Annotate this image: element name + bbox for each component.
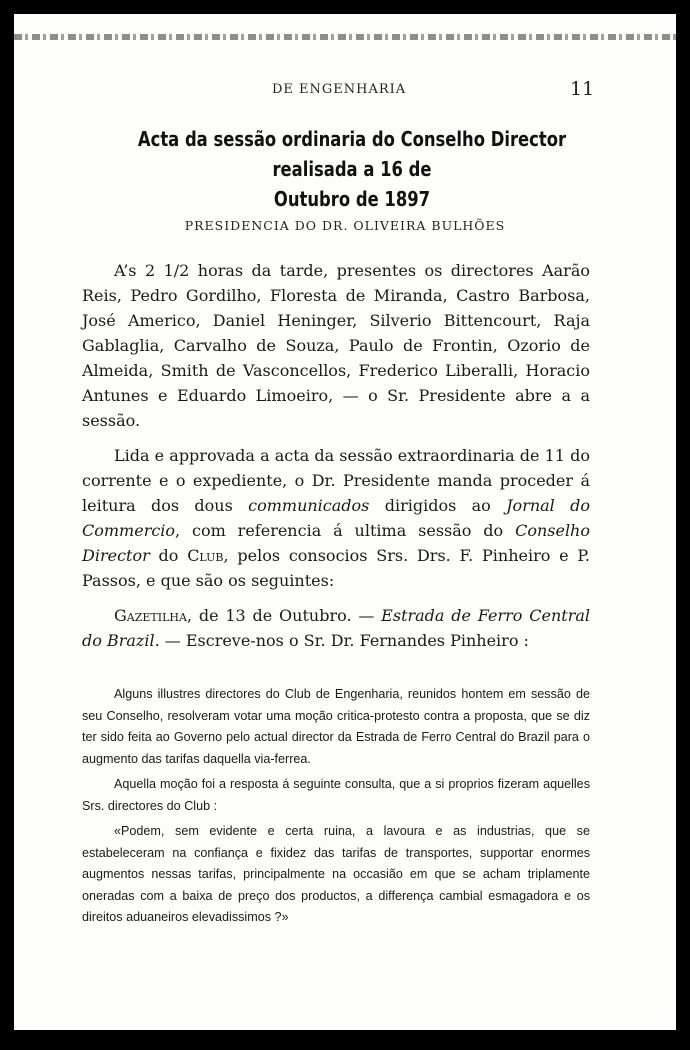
top-border-rule [14,34,676,40]
small-caps-run: Club [187,546,224,565]
text-run: . — Escreve-nos o Sr. Dr. Fernandes Pinheiro : [154,631,529,650]
text-run: dirigidos ao [369,496,507,515]
italic-run: communicados [248,496,370,515]
text-run: do [149,546,188,565]
book-page [14,14,676,1030]
page-number: 11 [570,78,595,100]
quote-paragraph-1: Alguns illustres directores do Club de Engenharia, reunidos hontem em sessão de seu Conselho, resolveram votar uma moção critica-protesto contra a proposta, que se diz ter sido feita ao Governo pelo actual director da Estrada de Ferro Central do Brazil para o augmento das tarifas daquella via-ferrea. [82,687,590,766]
paragraph-attendance: A’s 2 1/2 horas da tarde, presentes os directores Aarão Reis, Pedro Gordilho, Floresta de Miranda, Castro Barbosa, José Americo, Daniel Heninger, Silverio Bittencourt, Raja Gablaglia, Carvalho de Souza, Paulo de Frontin, Ozorio de Almeida, Smith de Vasconcellos, Frederico Liberalli, Horacio Antunes e Eduardo Limoeiro, — o Sr. Presidente abre a a sessão. [82,261,590,430]
text-run: , com referencia á ultima sessão do [175,521,516,540]
italic-run: Estrada de Ferro Central do Brazil [82,606,590,650]
italic-run: Conselho Director [82,521,590,565]
text-run: , pelos consocios Srs. Drs. F. Pinheiro e P. Passos, e que são os seguintes: [82,546,591,590]
text-run: Lida e approvada a acta da sessão extraordinaria de 11 do corrente e o expediente, o Dr. Presidente manda proceder á leitura dos dous [82,446,590,515]
quoted-communique [82,684,590,929]
small-caps-run: Gazetilha [114,606,187,625]
running-title: DE ENGENHARIA [272,82,407,97]
paragraph-proceedings [82,443,590,593]
paragraph-gazetilha [82,603,590,653]
quote-paragraph-2: Aquella moção foi a resposta á seguinte consulta, que a si proprios fizeram aquelles Srs. directores do Club : [82,777,590,813]
heading-line-1: Acta da sessão ordinaria do Conselho Director realisada a 16 de [137,127,567,181]
quote-paragraph-3: «Podem, sem evidente e certa ruina, a lavoura e as industrias, que se estabeleceram na confiança e fixidez das tarifas de transportes, supportar enormes augmentos nessas tarifas, principalmente na occasião em que se acham triplamente oneradas com a baixa de preço dos productos, a differença cambial esmagadora e os direitos aduaneiros elevadissimos ?» [82,824,590,924]
italic-run: Jornal do Commercio [82,496,591,540]
text-run: , de 13 de Outubro. — [186,606,382,625]
section-heading [114,124,590,214]
presidency-subheading: PRESIDENCIA DO DR. OLIVEIRA BULHÕES [184,218,506,233]
running-header [14,80,676,104]
main-body [82,258,590,653]
heading-line-2: Outubro de 1897 [273,187,431,211]
